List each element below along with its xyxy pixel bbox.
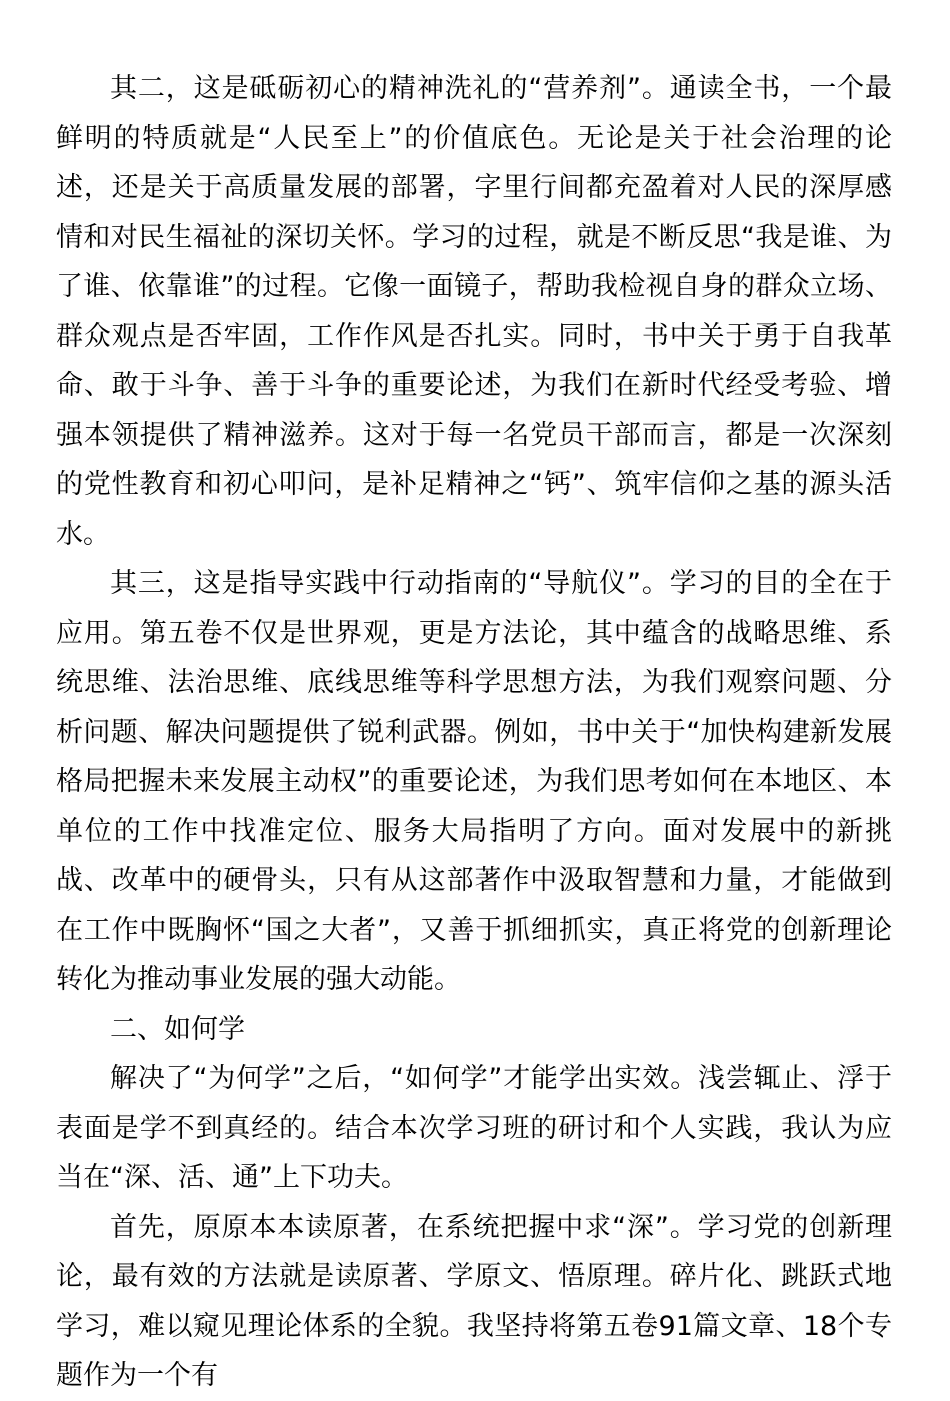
paragraph-first-method: 首先，原原本本读原著，在系统把握中求“深”。学习党的创新理论，最有效的方法就是读原著、学原文、悟原理。碎片化、跳跃式地学习，难以窥见理论体系的全貌。我坚持将第五卷91篇文章、18个专题作为一个有 bbox=[56, 1211, 892, 1391]
section-heading-how-to-learn: 二、如何学 bbox=[110, 1013, 245, 1045]
paragraph-how-to-learn-intro: 解决了“为何学”之后，“如何学”才能学出实效。浅尝辄止、浮于表面是学不到真经的。结合本次学习班的研讨和个人实践，我认为应当在“深、活、通”上下功夫。 bbox=[56, 1063, 892, 1193]
paragraph-second-point: 其二，这是砥砺初心的精神洗礼的“营养剂”。通读全书，一个最鲜明的特质就是“人民至上”的价值底色。无论是关于社会治理的论述，还是关于高质量发展的部署，字里行间都充盈着对人民的深厚感情和对民生福祉的深切关怀。学习的过程，就是不断反思“我是谁、为了谁、依靠谁”的过程。它像一面镜子，帮助我检视自身的群众立场、群众观点是否牢固，工作作风是否扎实。同时，书中关于勇于自我革命、敢于斗争、善于斗争的重要论述，为我们在新时代经受考验、增强本领提供了精神滋养。这对于每一名党员干部而言，都是一次深刻的党性教育和初心叩问，是补足精神之“钙”、筑牢信仰之基的源头活水。 bbox=[56, 73, 892, 550]
document-page bbox=[56, 64, 892, 1401]
paragraph-third-point: 其三，这是指导实践中行动指南的“导航仪”。学习的目的全在于应用。第五卷不仅是世界观，更是方法论，其中蕴含的战略思维、系统思维、法治思维、底线思维等科学思想方法，为我们观察问题、分析问题、解决问题提供了锐利武器。例如，书中关于“加快构建新发展格局把握未来发展主动权”的重要论述，为我们思考如何在本地区、本单位的工作中找准定位、服务大局指明了方向。面对发展中的新挑战、改革中的硬骨头，只有从这部著作中汲取智慧和力量，才能做到在工作中既胸怀“国之大者”，又善于抓细抓实，真正将党的创新理论转化为推动事业发展的强大动能。 bbox=[56, 568, 892, 995]
